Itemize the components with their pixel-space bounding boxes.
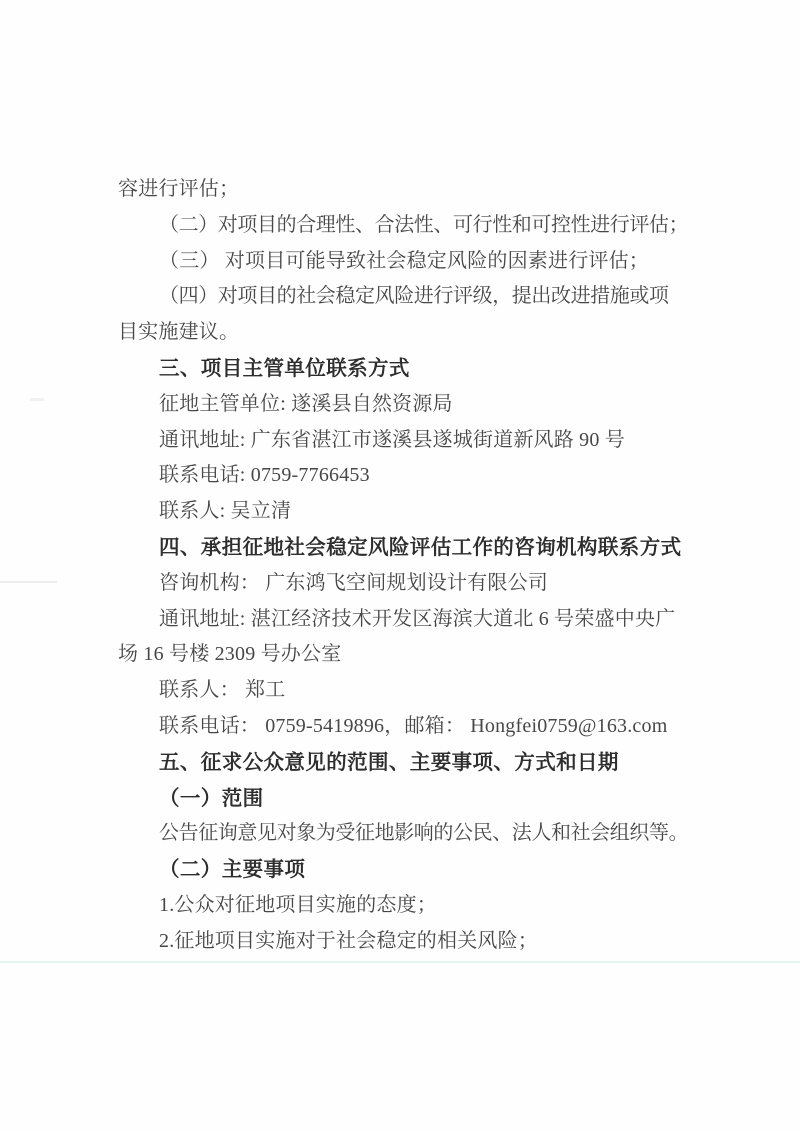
document-text-block: [118, 172, 718, 960]
line-land-authority: 征地主管单位: 遂溪县自然资源局: [159, 392, 453, 415]
scan-line-artifact-grey: [0, 581, 57, 583]
line-authority-address: 通讯地址: 广东省湛江市遂溪县遂城街道新风路 90 号: [159, 428, 625, 451]
heading-section-5-public-opinion: 五、征求公众意见的范围、主要事项、方式和日期: [159, 750, 619, 774]
line-main-item-2: 2.征地项目实施对于社会稳定的相关风险；: [159, 929, 538, 952]
scan-smudge-artifact: [30, 398, 44, 401]
line-eval-content-continuation: 容进行评估；: [118, 178, 240, 200]
heading-main-items: （二）主要事项: [159, 858, 306, 882]
heading-scope: （一）范围: [159, 786, 264, 810]
line-consultant-contact-person: 联系人： 郑工: [159, 679, 286, 702]
line-list-item-4: （四）对项目的社会稳定风险进行评级，提出改进措施或项: [159, 285, 669, 308]
line-authority-phone: 联系电话: 0759-7766453: [159, 464, 370, 487]
line-consultant-address-continuation: 场 16 号楼 2309 号办公室: [118, 643, 342, 666]
line-list-item-2: （二）对项目的合理性、合法性、可行性和可控性进行评估；: [159, 213, 689, 236]
line-consultant-org: 咨询机构： 广东鸿飞空间规划设计有限公司: [159, 571, 548, 594]
line-main-item-1: 1.公众对征地项目实施的态度；: [159, 893, 437, 916]
scan-line-artifact-cyan: [0, 961, 800, 963]
line-list-item-3: （三） 对项目可能导致社会稳定风险的因素进行评估；: [159, 249, 649, 272]
line-scope-content: 公告征询意见对象为受征地影响的公民、法人和社会组织等。: [159, 822, 689, 845]
line-consultant-address: 通讯地址: 湛江经济技术开发区海滨大道北 6 号荣盛中央广: [159, 607, 676, 630]
line-list-item-4-continuation: 目实施建议。: [118, 321, 240, 344]
line-consultant-phone-email: 联系电话： 0759-5419896，邮箱： Hongfei0759@163.com: [159, 714, 668, 737]
line-authority-contact-person: 联系人: 吴立清: [159, 500, 292, 523]
heading-section-4-consultant-contact: 四、承担征地社会稳定风险评估工作的咨询机构联系方式: [159, 535, 682, 559]
heading-section-3-authority-contact: 三、项目主管单位联系方式: [159, 356, 410, 380]
